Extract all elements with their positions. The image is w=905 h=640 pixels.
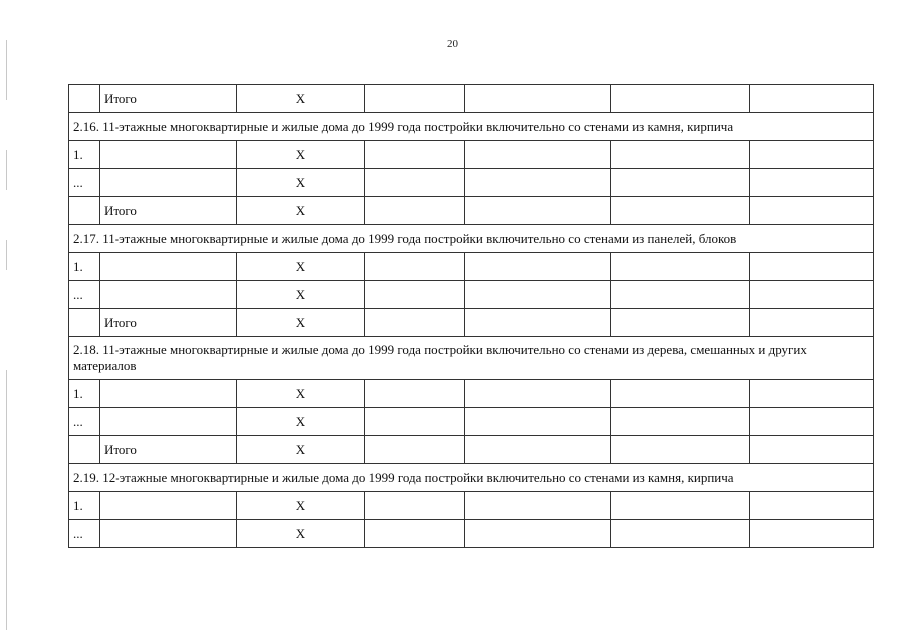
row-number-cell: 1. [69, 492, 100, 520]
empty-cell [750, 520, 874, 548]
table-row [69, 281, 874, 309]
empty-cell [365, 253, 465, 281]
table-body [69, 85, 874, 548]
row-number-cell: 1. [69, 380, 100, 408]
table-row [69, 436, 874, 464]
empty-cell [611, 85, 750, 113]
empty-cell [611, 380, 750, 408]
empty-cell [465, 197, 611, 225]
section-header-row [69, 464, 874, 492]
empty-cell [365, 436, 465, 464]
row-mark-cell: X [237, 408, 365, 436]
table-row [69, 492, 874, 520]
row-mark-cell: X [237, 253, 365, 281]
empty-cell [611, 197, 750, 225]
row-number-cell [69, 197, 100, 225]
empty-cell [611, 169, 750, 197]
table-row [69, 141, 874, 169]
row-number-cell: ... [69, 169, 100, 197]
empty-cell [465, 309, 611, 337]
empty-cell [750, 281, 874, 309]
scan-margin-marks [6, 30, 8, 630]
row-number-cell: ... [69, 520, 100, 548]
row-number-cell: 1. [69, 253, 100, 281]
table-row [69, 197, 874, 225]
row-name-cell [100, 492, 237, 520]
empty-cell [465, 380, 611, 408]
table-row [69, 253, 874, 281]
section-title: 2.19. 12-этажные многоквартирные и жилые дома до 1999 года постройки включительно со стенами из камня, кирпича [69, 464, 874, 492]
empty-cell [365, 85, 465, 113]
empty-cell [750, 197, 874, 225]
row-name-cell [100, 520, 237, 548]
table-row [69, 85, 874, 113]
empty-cell [465, 253, 611, 281]
row-mark-cell: X [237, 492, 365, 520]
row-mark-cell: X [237, 85, 365, 113]
row-name-cell [100, 169, 237, 197]
section-title: 2.16. 11-этажные многоквартирные и жилые дома до 1999 года постройки включительно со стенами из камня, кирпича [69, 113, 874, 141]
empty-cell [465, 141, 611, 169]
row-name-cell [100, 141, 237, 169]
row-number-cell: ... [69, 281, 100, 309]
row-name-cell [100, 408, 237, 436]
empty-cell [611, 281, 750, 309]
section-title: 2.18. 11-этажные многоквартирные и жилые дома до 1999 года постройки включительно со стенами из дерева, смешанных и других материалов [69, 337, 874, 380]
row-mark-cell: X [237, 436, 365, 464]
row-name-cell [100, 380, 237, 408]
empty-cell [611, 408, 750, 436]
empty-cell [365, 197, 465, 225]
empty-cell [365, 492, 465, 520]
empty-cell [465, 436, 611, 464]
row-number-cell [69, 436, 100, 464]
empty-cell [750, 141, 874, 169]
table-row [69, 309, 874, 337]
empty-cell [365, 141, 465, 169]
table-row [69, 380, 874, 408]
row-number-cell [69, 85, 100, 113]
empty-cell [365, 309, 465, 337]
section-header-row [69, 113, 874, 141]
empty-cell [365, 380, 465, 408]
row-name-cell: Итого [100, 85, 237, 113]
empty-cell [750, 380, 874, 408]
empty-cell [750, 85, 874, 113]
row-name-cell [100, 281, 237, 309]
row-name-cell: Итого [100, 197, 237, 225]
row-name-cell: Итого [100, 436, 237, 464]
document-table [68, 84, 874, 548]
row-name-cell: Итого [100, 309, 237, 337]
empty-cell [365, 408, 465, 436]
row-mark-cell: X [237, 169, 365, 197]
empty-cell [465, 281, 611, 309]
empty-cell [750, 253, 874, 281]
empty-cell [611, 309, 750, 337]
row-mark-cell: X [237, 281, 365, 309]
empty-cell [611, 141, 750, 169]
section-header-row [69, 337, 874, 380]
empty-cell [365, 281, 465, 309]
empty-cell [750, 169, 874, 197]
empty-cell [611, 520, 750, 548]
section-header-row [69, 225, 874, 253]
empty-cell [750, 492, 874, 520]
row-number-cell: ... [69, 408, 100, 436]
table-row [69, 169, 874, 197]
empty-cell [611, 436, 750, 464]
empty-cell [750, 436, 874, 464]
row-name-cell [100, 253, 237, 281]
empty-cell [611, 253, 750, 281]
empty-cell [611, 492, 750, 520]
empty-cell [365, 520, 465, 548]
row-mark-cell: X [237, 197, 365, 225]
row-mark-cell: X [237, 520, 365, 548]
empty-cell [750, 309, 874, 337]
empty-cell [465, 520, 611, 548]
section-title: 2.17. 11-этажные многоквартирные и жилые дома до 1999 года постройки включительно со стенами из панелей, блоков [69, 225, 874, 253]
empty-cell [465, 492, 611, 520]
row-mark-cell: X [237, 380, 365, 408]
empty-cell [750, 408, 874, 436]
empty-cell [465, 408, 611, 436]
empty-cell [465, 85, 611, 113]
row-mark-cell: X [237, 141, 365, 169]
empty-cell [365, 169, 465, 197]
page-number: 20 [447, 38, 458, 50]
table-row [69, 520, 874, 548]
empty-cell [465, 169, 611, 197]
row-number-cell [69, 309, 100, 337]
row-number-cell: 1. [69, 141, 100, 169]
table-row [69, 408, 874, 436]
row-mark-cell: X [237, 309, 365, 337]
